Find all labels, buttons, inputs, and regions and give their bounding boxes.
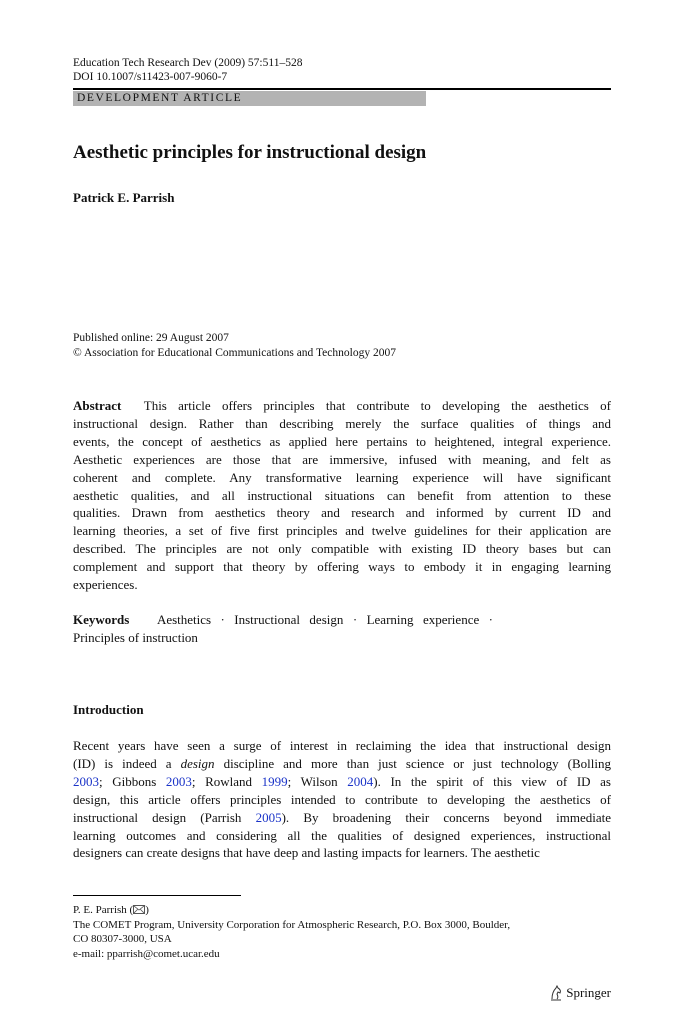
text-segment: design, this article offers principles intended to contribute to developing the aesthetics of (73, 791, 611, 807)
text-segment: instructional design (Parrish (73, 809, 256, 825)
article-type-band: DEVELOPMENT ARTICLE (73, 91, 426, 106)
footnote-rule (73, 895, 241, 896)
inline-label: Keywords (73, 612, 130, 627)
introduction-paragraph (73, 737, 611, 862)
text-segment: ). By broadening their concerns beyond immediate (281, 809, 611, 825)
intro-line (73, 809, 611, 827)
text-segment: aesthetic qualities, and all instructional situations can benefit from attention to these (73, 487, 611, 503)
text-segment: This article offers principles that contribute to developing the aesthetics of (121, 398, 611, 413)
text-segment: qualities. Drawn from aesthetics theory and research and informed by current ID and (73, 505, 611, 521)
citation-link[interactable]: 2003 (165, 773, 192, 789)
text-segment: ; Wilson (287, 773, 348, 789)
text-segment: learning theories, a set of five first principles and twelve guidelines for their application are (73, 523, 611, 539)
abstract-line (73, 522, 611, 540)
abstract-line (73, 415, 611, 433)
text-segment: Principles of instruction (73, 629, 198, 645)
intro-line (73, 827, 611, 845)
abstract (73, 397, 611, 594)
copyright: © Association for Educational Communications and Technology 2007 (73, 347, 396, 359)
footnote-address: CO 80307-3000, USA (73, 933, 172, 945)
intro-line (73, 755, 611, 773)
citation-link[interactable]: 2003 (73, 773, 99, 789)
author-footnote (73, 903, 510, 961)
abstract-line (73, 504, 611, 522)
intro-line (73, 737, 611, 755)
abstract-line (73, 540, 611, 558)
published-date: Published online: 29 August 2007 (73, 332, 229, 344)
text-segment: discipline and more than just science or just technology (Bolling (214, 755, 612, 771)
author-name: Patrick E. Parrish (73, 190, 175, 205)
text-segment: (ID) is indeed a (73, 755, 181, 771)
intro-line (73, 791, 611, 809)
footnote-paren: ) (145, 904, 149, 916)
text-segment: described. The principles are not only compatible with existing ID theory bases but can (73, 541, 611, 557)
text-segment: ). In the spirit of this view of ID as (373, 773, 611, 789)
footnote-affiliation: The COMET Program, University Corporation for Atmospheric Research, P.O. Box 3000, Boulder, (73, 918, 511, 931)
springer-horse-icon (549, 985, 563, 1001)
keywords-line (73, 611, 493, 629)
text-segment: instructional design. Rather than describing merely the surface qualities of things and (73, 415, 611, 431)
paper-title: Aesthetic principles for instructional design (73, 142, 427, 163)
text-segment: complement and support that theory by offering ways to embody it in engaging learning (73, 559, 611, 575)
springer-logo (549, 985, 611, 1001)
text-segment: Aesthetics · Instructional design · Learning experience · (129, 612, 493, 627)
section-heading-introduction: Introduction (73, 702, 144, 717)
intro-line (73, 844, 611, 862)
abstract-line (73, 451, 611, 469)
abstract-line (73, 576, 611, 594)
inline-label: Abstract (73, 398, 122, 413)
publisher-name: Springer (566, 985, 611, 1000)
text-segment: designers can create designs that have deep and lasting impacts for learners. The aesthetic (73, 845, 540, 861)
text-segment: Aesthetic experiences are those that are immersive, infused with meaning, and felt as (73, 451, 611, 467)
text-segment: Recent years have seen a surge of interest in reclaiming the idea that instructional design (73, 738, 611, 753)
keywords (73, 611, 493, 647)
keywords-line (73, 629, 493, 647)
text-segment: ; Rowland (191, 773, 262, 789)
citation-link[interactable]: 2004 (347, 773, 374, 789)
abstract-line (73, 433, 611, 451)
citation-link[interactable]: 2005 (255, 809, 282, 825)
intro-line (73, 773, 611, 791)
text-segment: design (180, 755, 215, 771)
abstract-line (73, 469, 611, 487)
text-segment: coherent and complete. Any transformative learning experience will have significant (73, 469, 611, 485)
text-segment: events, the concept of aesthetics as applied here pertains to heightened, integral experience. (73, 433, 611, 449)
abstract-line (73, 558, 611, 576)
footnote-email[interactable]: e-mail: pparrish@comet.ucar.edu (73, 947, 220, 960)
doi: DOI 10.1007/s11423-007-9060-7 (73, 71, 228, 83)
text-segment: learning outcomes and considering all the qualities of designed experiences, instructional (73, 827, 611, 843)
header-rule (73, 88, 611, 90)
publication-info (73, 331, 396, 361)
abstract-line (73, 397, 611, 415)
text-segment: ; Gibbons (99, 773, 166, 789)
text-segment: experiences. (73, 577, 138, 593)
abstract-line (73, 487, 611, 505)
footnote-author-name: P. E. Parrish ( (73, 904, 134, 916)
citation-link[interactable]: 1999 (261, 773, 288, 789)
footnote-author (73, 903, 510, 918)
envelope-icon[interactable] (133, 905, 145, 914)
journal-citation: Education Tech Research Dev (2009) 57:511–528 (73, 57, 303, 69)
